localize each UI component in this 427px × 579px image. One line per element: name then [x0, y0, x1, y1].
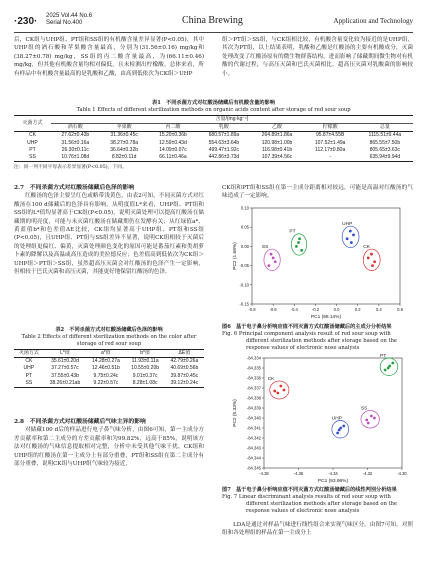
data-point: [300, 249, 303, 252]
data-point: [342, 425, 345, 428]
table-row: [14, 380, 204, 388]
section-2-8-text: 对储藏100 d后的样品进行电子鼻气味分析，由图6可知，第一主成分方差贡献率和第二主成分的方差贡献率和为99.82%，远高于85%，说明该方法对红酸汤的气味信息提取相对完整，分析中未受其他气味干扰，CK组和UHP组的红酸汤在第一主成分上有部分重叠，PT组和SS组在第二主成分有部分重叠，说明CK组与UHP组气味较为接近，: [14, 427, 204, 468]
table1-note: 注：同一列不同字母表示差异显著(P<0.05)，下同。: [14, 165, 127, 171]
data-point: [365, 419, 368, 422]
y-tick-label: 0.10: [240, 205, 249, 211]
table-row: [14, 373, 204, 380]
fig7-plot: [228, 354, 408, 486]
x-axis-label: PC1 (98.14%): [310, 315, 342, 320]
table-row: [14, 358, 204, 366]
data-point: [367, 257, 370, 260]
y-tick-label: 0.05: [240, 224, 249, 230]
fig6-caption-cn: 图6 基于电子鼻分析响应值不同灭菌方式红酸汤储藏后的主成分分析结果: [222, 324, 392, 330]
table-cell: 27.62±0.43b: [61, 132, 90, 139]
table-cell: 9.01±0.37c: [132, 372, 158, 379]
table2-block: [14, 327, 204, 388]
x-tick-label: 0.6: [397, 307, 403, 312]
table1-col-header: 乙酸: [272, 124, 283, 131]
right-mid-paragraph: CK组和PT组和SS组在第一主成分距离相对较远，可能是高温对红酸汤的气味造成了一定影响。: [222, 185, 413, 200]
table-cell: 10.76±1.08d: [61, 154, 90, 161]
table-cell: 554.63±3.64b: [208, 139, 240, 146]
series-label: UHP: [331, 416, 342, 422]
table-cell: 95.87±4.55B: [315, 132, 345, 139]
table1-col-header: 柠檬酸: [322, 124, 338, 131]
section-title: Application and Technology: [333, 17, 413, 25]
table-cell: 37.55±0.43b: [51, 372, 79, 379]
data-point: [367, 422, 370, 425]
data-point: [276, 392, 279, 395]
table-cell: 10.55±0.20b: [131, 365, 160, 372]
y-tick-label: 0.00: [240, 243, 249, 249]
data-point: [283, 389, 286, 392]
table-cell: 680.57±1.89a: [208, 132, 240, 139]
data-point: [279, 385, 282, 388]
x-tick-label: -0.2: [311, 307, 320, 312]
confidence-ellipse: [361, 411, 379, 429]
table-cell: 36.64±0.32b: [110, 146, 139, 153]
fig7-caption-en-2: different sterilization methods after storage based on the: [246, 501, 397, 507]
fig6-caption-en-3: response values of electronic nose analysis: [246, 345, 360, 351]
table1-col-header: 酒石酸: [67, 124, 83, 131]
confidence-ellipse: [342, 226, 359, 248]
y-tick-label: -84.342: [246, 435, 261, 441]
table-cell: UHP: [27, 139, 38, 146]
table2-title-en-2: storage of red sour soup: [76, 341, 142, 347]
data-point: [384, 369, 387, 372]
table-cell: -: [329, 154, 331, 161]
y-tick-label: -84.334: [246, 355, 261, 361]
x-tick-label: -4.30: [397, 471, 407, 476]
table1-col-header: 苹果酸: [116, 124, 132, 131]
table-cell: 805.65±3.63c: [369, 146, 400, 153]
series-label: SS: [261, 245, 269, 251]
table-cell: 635.94±9.94d: [369, 154, 401, 161]
y-tick-label: -0.10: [239, 282, 249, 288]
x-tick-label: -4.36: [293, 471, 304, 476]
data-point: [272, 257, 275, 260]
x-tick-label: -0.6: [269, 307, 277, 312]
table-cell: SS: [25, 379, 33, 386]
table-cell: 264.89±1.86a: [261, 132, 293, 139]
journal-title: China Brewing: [182, 15, 243, 26]
table-cell: PT: [29, 146, 36, 153]
fig7-caption-en-3: response values of electronic nose analysis: [246, 508, 360, 514]
confidence-ellipse: [291, 234, 306, 256]
data-point: [387, 367, 390, 370]
table-cell: 42.79±0.26a: [170, 358, 199, 365]
fig6-plot: [230, 204, 405, 322]
table-cell: 37.27±0.57c: [51, 365, 79, 372]
data-point: [391, 362, 394, 365]
left-top-paragraph: 后，CK组与UHP组、PT组和SS组的有机酸含量差异显著(P<0.05)，其中UHP组的酒石酸和苹果酸含量最高，分别为(31.56±0.16) mg/kg和(38.27±0.78) mg/kg，SS组的丙二酸含量最高，为(66.11±0.46) mg/kg，但其他有机酸含量均相对偏低，且未检测出柠檬酸。总体来看，所有样品中有机酸含量最高的是乳酸和乙酸，由高到低依次为CK组＞UHP: [14, 37, 204, 77]
y-tick-label: -84.345: [246, 465, 261, 471]
data-point: [350, 241, 353, 244]
right-top-paragraph: 组＞PT组＞SS组，与CK组相比较，有机酸含量变化较为接近的是UHP组，其次为PT组，以上结果表明，乳酸和乙酸是红酸汤的主要有机酸成分，灭菌处理改变了红酸汤原有的微生物群落结构，进而影响了储藏期间微生物对有机酸的代谢过程，与高压灭菌和巴氏灭菌相比，超高压灭菌对乳酸菌的影响较小。: [222, 37, 413, 77]
series-label: UHP: [342, 222, 353, 228]
table1-col-header: 丙二酸: [165, 124, 181, 131]
table-cell: 8.28±1.08c: [132, 379, 158, 386]
table-cell: 14.09±0.07c: [159, 146, 187, 153]
table-cell: 1115.51±9.44a: [368, 132, 402, 139]
data-point: [370, 253, 373, 256]
table-cell: 39.12±0.24c: [170, 379, 199, 386]
y-tick-label: -0.15: [239, 301, 249, 307]
data-point: [295, 245, 298, 248]
y-tick-label: -84.336: [246, 375, 261, 381]
x-tick-label: 0.2: [354, 307, 361, 312]
x-tick-label: -4.32: [362, 471, 373, 476]
confidence-ellipse: [264, 249, 280, 271]
table-cell: 112.17±0.80a: [315, 146, 346, 153]
y-tick-label: -84.335: [246, 365, 261, 371]
series-label: PT: [289, 229, 296, 235]
y-tick-label: -84.340: [246, 415, 261, 421]
section-2-7-text: 红酸汤的色泽主要呈红色或略带浅黄色，由表2可知，不同灭菌方式对红酸汤在100 d储藏后的色泽具有影响，从明度值L*来看，UHP组、PT组和SS组的L*值均显著高于CK组(P<0.05)，说明灭菌处理可以提高红酸汤在储藏期的明亮度，可能与未灭菌红酸汤在储藏期仍在发酵有关；从红绿值a*、黄蓝值b*和色差值ΔE比较，CK组均显著高于UHP组、PT组和SS组(P<0.05)，且UHP组、PT组与SS组差异不显著，说明CK组相较于灭菌后的处理组更偏红、偏黄，灭菌处理颜色变化的原因可能是番茄红素和类胡萝卜素的降解以及高温或高压造成的美拉德反应；色差值高到低依次为CK组＞UHP组＞PT组＞SS组，虽然超高压灭菌会对红酸汤的色泽产生一定影响，但相较于巴氏灭菌和高压灭菌，其能更好地保留红酸汤的色泽。: [14, 193, 204, 276]
table2-title-en-1: Table 2 Effects of different sterilization methods on the color after: [21, 334, 197, 340]
y-tick-label: -84.337: [246, 385, 261, 391]
confidence-ellipse: [363, 249, 380, 271]
table-cell: SS: [29, 154, 36, 161]
right-bottom-paragraph: LDA是通过对样品气味进行线性组合来实现气味区分，由图7可知，对照组和各处理组的样品在第一主成分上: [222, 522, 413, 537]
data-point: [339, 427, 342, 430]
data-point: [297, 241, 300, 244]
table-cell: 11.93±0.11a: [131, 358, 159, 365]
fig6-caption-en-1: Fig. 6 Principal component analysis result of red sour soup with: [222, 331, 391, 337]
table-cell: 107.52±1.49a: [314, 139, 346, 146]
series-label: CK: [363, 245, 370, 251]
fig7-caption-cn: 图7 基于电子鼻分析响应值不同灭菌方式红酸汤储藏后的线性判别分析结果: [222, 487, 397, 493]
data-point: [373, 260, 376, 263]
table-cell: 8.82±0.11d: [111, 154, 137, 161]
y-axis-label: PC2 (1.68%): [233, 242, 238, 270]
data-point: [371, 264, 374, 267]
data-point: [268, 264, 271, 267]
x-tick-label: -0.4: [290, 307, 298, 312]
table-cell: 31.36±0.45c: [110, 132, 138, 139]
plot-frame: [252, 208, 400, 304]
x-tick-label: -0.8: [248, 307, 256, 312]
table-cell: 116.98±0.41b: [261, 146, 293, 153]
data-point: [349, 230, 352, 233]
fig7-svg: [228, 354, 408, 486]
table-cell: 40.69±0.56b: [170, 365, 199, 372]
fig6-caption: [222, 324, 413, 352]
table-cell: 38.27±0.78a: [110, 139, 139, 146]
section-2-8-heading: 2.8 不同杀菌方式对红酸汤储藏后气味主异的影响: [14, 419, 146, 425]
section-2-8: [14, 418, 204, 468]
section-2-7-heading: 2.7 不同杀菌方式对红酸汤储藏后色泽的影响: [14, 185, 135, 191]
x-tick-label: -4.34: [328, 471, 338, 476]
table-row: [14, 140, 413, 147]
table-row: [14, 154, 413, 162]
y-tick-label: -84.341: [246, 425, 261, 431]
table-cell: 442.86±3.73d: [208, 154, 240, 161]
x-tick-label: 0.0: [333, 307, 340, 312]
series-label: CK: [267, 377, 275, 382]
data-point: [370, 415, 373, 418]
table2-col-header: ΔE值: [178, 350, 191, 356]
series-label: SS: [360, 406, 368, 412]
x-axis-label: PC1 (93.96%): [317, 479, 349, 484]
y-tick-label: -84.344: [246, 455, 261, 461]
table-row: [14, 147, 413, 154]
table1-unit-header: 含量/(mg·kg⁻¹): [51, 116, 413, 124]
table2: [14, 349, 204, 388]
table-cell: 9.75±0.24c: [93, 372, 119, 379]
fig6-svg: [230, 204, 405, 322]
data-point: [273, 390, 276, 393]
x-tick-label: 0.4: [375, 307, 382, 312]
data-point: [346, 237, 349, 240]
y-tick-label: -0.05: [239, 263, 249, 269]
data-point: [352, 233, 355, 236]
header-rule: [14, 32, 413, 33]
data-point: [336, 432, 339, 435]
table2-col-header: 灭菌方式: [18, 350, 39, 356]
table-cell: 12.59±0.43d: [159, 139, 187, 146]
table-cell: 120.98±1.00b: [261, 139, 293, 146]
table-row: [14, 132, 413, 140]
y-tick-label: -84.343: [246, 445, 261, 451]
table-cell: 39.87±0.45c: [170, 372, 199, 379]
table1: [14, 115, 413, 162]
y-tick-label: -84.339: [246, 405, 261, 411]
table-cell: 9.22±0.57c: [93, 379, 119, 386]
y-tick-label: -84.338: [246, 395, 261, 401]
y-axis-label: PC2 (5.33%): [233, 399, 238, 427]
data-point: [373, 417, 376, 420]
table-cell: PT: [25, 372, 33, 379]
table-cell: 26.30±0.11c: [61, 146, 89, 153]
table2-title-cn: 表2 不同杀菌方式对红酸汤储藏后色泽的影响: [55, 327, 163, 333]
fig6-caption-en-2: different sterilization methods after storage based on the: [246, 338, 397, 344]
page-number: ·230·: [14, 16, 38, 27]
fig7-caption: [222, 487, 413, 515]
table1-col-header: 总量: [379, 124, 390, 131]
table-cell: 35.61±0.20d: [51, 358, 79, 365]
table2-col-header: b*值: [140, 350, 150, 356]
table-cell: 12.46±0.51b: [92, 365, 120, 372]
page-header: [14, 10, 413, 32]
section-2-7: [14, 184, 204, 276]
data-point: [298, 237, 301, 240]
fig7-caption-en-1: Fig. 7 Linear discriminant analysis results of red sour soup with: [222, 494, 391, 500]
table-cell: 499.47±1.92c: [208, 146, 240, 153]
table1-block: [14, 100, 413, 170]
table-cell: CK: [25, 358, 33, 365]
table-cell: UHP: [23, 365, 35, 372]
table-cell: CK: [28, 132, 36, 139]
table-row: [14, 365, 204, 372]
series-label: PT: [380, 354, 387, 359]
table2-col-header: L*值: [60, 350, 70, 356]
table2-col-header: a*值: [101, 350, 111, 356]
table1-group-header: 灭菌方式: [14, 116, 51, 132]
table-cell: 38.26±0.21ab: [49, 379, 81, 386]
data-point: [270, 253, 273, 256]
data-point: [274, 260, 277, 263]
table-cell: 865.55±7.50b: [369, 139, 401, 146]
table1-col-header: 乳酸: [218, 124, 229, 131]
table-cell: 31.56±0.16a: [61, 139, 90, 146]
table1-title-en: Table 1 Effects of different sterilization methods on organic acids content after storage of red sour soup: [76, 107, 351, 113]
table-cell: 107.39±4.56c: [261, 154, 293, 161]
table-cell: 15.20±0.36b: [159, 132, 187, 139]
x-tick-label: -4.38: [259, 471, 269, 476]
table1-title-cn: 表1 不同杀菌方式对红酸汤储藏后有机酸含量的影响: [152, 100, 275, 106]
volume-info: 2025 Vol.44 No.6 Serial No.400: [46, 13, 93, 26]
table-cell: 14.28±0.27a: [92, 358, 120, 365]
table-cell: 66.11±0.46a: [159, 154, 187, 161]
confidence-ellipse: [270, 381, 289, 399]
plot-frame: [264, 358, 402, 468]
